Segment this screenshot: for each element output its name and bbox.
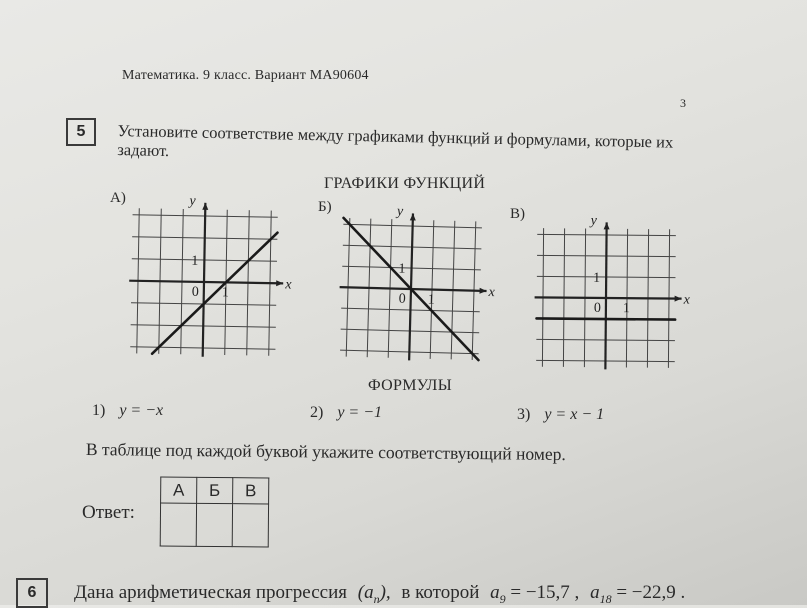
a18-term <box>590 582 612 606</box>
sequence-notation-open: (a <box>357 582 374 603</box>
function-line <box>152 231 277 356</box>
sequence-notation <box>357 582 391 606</box>
answer-header-b: Б <box>197 477 233 503</box>
graph-c <box>535 210 700 370</box>
task-statement: Установите соответствие между графиками функций и формулами, которые их задают. <box>117 121 674 161</box>
x-tick-label: 1 <box>221 285 229 301</box>
y-tick-label: 1 <box>398 261 406 277</box>
x-axis-arrow <box>276 280 283 286</box>
task-6-text-start: Дана арифметическая прогрессия <box>74 582 347 603</box>
task-6-text-mid: в которой <box>401 582 480 603</box>
y-tick-label: 1 <box>593 270 601 286</box>
formula-1-number: 1) <box>92 402 106 419</box>
y-axis-label: y <box>189 193 196 209</box>
answer-cell-a[interactable] <box>160 503 196 546</box>
function-line <box>340 218 482 360</box>
x-axis-arrow <box>479 288 486 294</box>
graph-c-label: В) <box>510 206 525 222</box>
x-axis <box>535 297 682 298</box>
formula-3-expression: y = x − 1 <box>544 406 605 423</box>
formula-2 <box>310 404 382 422</box>
answer-cell-b[interactable] <box>196 503 232 546</box>
instruction-text: В таблице под каждой буквой укажите соответствующий номер. <box>85 439 566 465</box>
formula-1-expression: y = −x <box>119 402 164 419</box>
page-number: 3 <box>680 96 686 110</box>
task-number-box: 5 <box>66 118 96 146</box>
a9-subscript: 9 <box>499 591 506 606</box>
formula-2-expression: y = −1 <box>337 404 383 421</box>
x-tick-label: 1 <box>427 292 435 308</box>
formula-3 <box>517 406 604 424</box>
answer-label: Ответ: <box>82 502 135 523</box>
y-axis <box>203 203 206 357</box>
graph-b <box>338 205 508 370</box>
graph-a <box>132 193 302 365</box>
answer-cell-c[interactable] <box>232 504 268 547</box>
x-axis-label: x <box>683 292 690 308</box>
graphs-title: ГРАФИКИ ФУНКЦИЙ <box>324 175 486 192</box>
formula-3-number: 3) <box>517 406 531 423</box>
page-header: Математика. 9 класс. Вариант МА90604 <box>122 68 369 83</box>
a9-letter: a <box>490 582 500 603</box>
y-axis-label: y <box>396 204 404 220</box>
graph-content <box>338 203 498 363</box>
x-axis-arrow <box>675 296 682 302</box>
origin-label: 0 <box>398 291 406 307</box>
task-6-number-box: 6 <box>16 578 48 608</box>
y-axis <box>605 222 606 369</box>
y-tick-label: 1 <box>191 253 199 269</box>
graph-a-label: А) <box>110 190 126 206</box>
formula-2-number: 2) <box>310 404 324 421</box>
y-axis-arrow <box>202 203 208 210</box>
a9-term <box>490 582 506 606</box>
sequence-subscript: n <box>373 591 380 606</box>
answer-table <box>160 477 270 548</box>
y-axis-arrow <box>410 213 416 220</box>
a18-value: = −22,9 . <box>616 582 686 603</box>
y-axis-label: y <box>590 213 597 229</box>
graph-content <box>128 193 294 359</box>
a18-letter: a <box>590 582 600 603</box>
formulas-title: ФОРМУЛЫ <box>368 377 452 394</box>
x-tick-label: 1 <box>622 301 630 317</box>
a9-value: = −15,7 , <box>510 582 580 603</box>
a18-subscript: 18 <box>599 591 612 606</box>
origin-label: 0 <box>593 300 601 316</box>
answer-header-a: А <box>161 477 197 503</box>
formula-1 <box>92 402 163 420</box>
x-axis-label: x <box>488 285 496 301</box>
function-line <box>537 318 676 319</box>
graph-content <box>534 213 691 370</box>
sequence-notation-close: ), <box>379 582 391 603</box>
graph-b-label: Б) <box>318 199 332 215</box>
answer-header-c: В <box>233 478 269 504</box>
origin-label: 0 <box>191 284 199 300</box>
y-axis-arrow <box>604 222 610 229</box>
x-axis <box>129 281 283 284</box>
task-6-statement <box>74 582 685 607</box>
x-axis-label: x <box>285 277 292 293</box>
